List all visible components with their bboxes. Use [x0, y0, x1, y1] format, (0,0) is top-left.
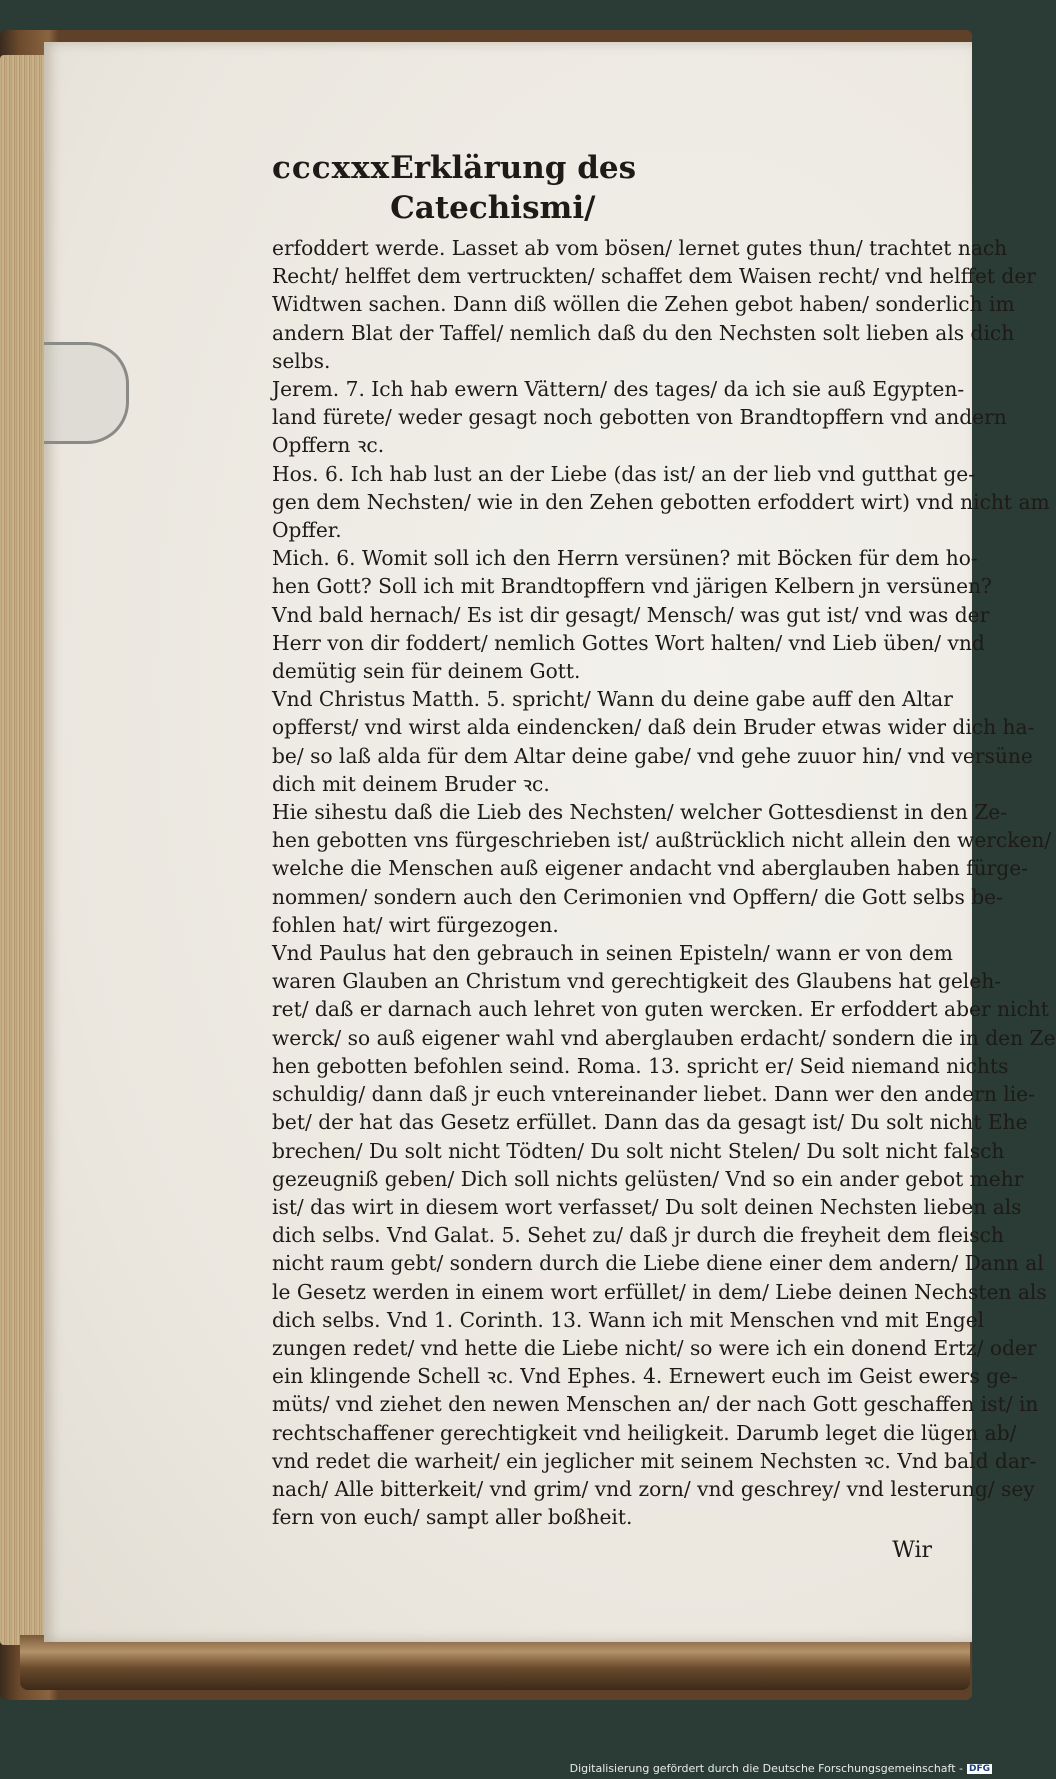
text-line: hen gebotten vns fürgeschrieben ist/ außtrücklich nicht allein den wercken/ — [272, 828, 1052, 853]
dfg-logo: DFG — [968, 1763, 990, 1774]
running-head: Erklärung des Catechismi/ — [390, 150, 637, 226]
text-line: demütig sein für deinem Gott. — [272, 659, 581, 684]
page-text-block — [272, 148, 1056, 1564]
text-line: nommen/ sondern auch den Cerimonien vnd Opffern/ die Gott selbs be- — [272, 884, 1003, 909]
text-line: hen gebotten befohlen seind. Roma. 13. spricht er/ Seid niemand nichts — [272, 1053, 1009, 1078]
text-line: be/ so laß alda für dem Altar deine gabe/ vnd gehe zuuor hin/ vnd versüne — [272, 743, 1033, 768]
text-line: fohlen hat/ wirt fürgezogen. — [272, 912, 559, 937]
text-line: Widtwen sachen. Dann diß wöllen die Zehen gebot haben/ sonderlich im — [272, 292, 1015, 317]
text-line: le Gesetz werden in einem wort erfüllet/ in dem/ Liebe deinen Nechsten als — [272, 1279, 1047, 1304]
page-header — [272, 148, 932, 228]
page-clip — [44, 342, 129, 444]
text-line: werck/ so auß eigener wahl vnd aberglauben erdacht/ sondern die in den Ze — [272, 1025, 1056, 1050]
text-line: Mich. 6. Womit soll ich den Herrn versünen? mit Böcken für dem ho- — [272, 546, 978, 571]
text-line: Hos. 6. Ich hab lust an der Liebe (das ist/ an der lieb vnd gutthat ge- — [272, 461, 976, 486]
body-text — [272, 234, 1056, 1531]
text-line: nicht raum gebt/ sondern durch die Liebe diene einer dem andern/ Dann al — [272, 1251, 1044, 1276]
page-edges — [0, 55, 46, 1645]
folio-number: cccxxx — [272, 150, 391, 186]
text-line: ist/ das wirt in diesem wort verfasset/ Du solt deinen Nechsten lieben als — [272, 1194, 1022, 1219]
text-line: Vnd Christus Matth. 5. spricht/ Wann du deine gabe auff den Altar — [272, 687, 953, 712]
text-line: opfferst/ vnd wirst alda eindencken/ daß dein Bruder etwas wider dich ha- — [272, 715, 1035, 740]
text-line: selbs. — [272, 348, 331, 373]
text-line: bet/ der hat das Gesetz erfüllet. Dann das da gesagt ist/ Du solt nicht Ehe — [272, 1110, 1028, 1135]
text-line: hen Gott? Soll ich mit Brandtopffern vnd järigen Kelbern jn versünen? — [272, 574, 992, 599]
text-line: Vnd bald hernach/ Es ist dir gesagt/ Mensch/ was gut ist/ vnd was der — [272, 602, 990, 627]
text-line: brechen/ Du solt nicht Tödten/ Du solt nicht Stelen/ Du solt nicht falsch — [272, 1138, 1005, 1163]
text-line: zungen redet/ vnd hette die Liebe nicht/ so were ich ein donend Ertz/ oder — [272, 1335, 1037, 1360]
text-line: ret/ daß er darnach auch lehret von guten wercken. Er erfoddert aber nicht — [272, 997, 1049, 1022]
text-line: dich selbs. Vnd 1. Corinth. 13. Wann ich mit Menschen vnd mit Engel — [272, 1307, 985, 1332]
text-line: rechtschaffener gerechtigkeit vnd heiligkeit. Darumb leget die lügen ab/ — [272, 1420, 1017, 1445]
text-line: nach/ Alle bitterkeit/ vnd grim/ vnd zorn/ vnd geschrey/ vnd lesterung/ sey — [272, 1476, 1035, 1501]
text-line: müts/ vnd ziehet den newen Menschen an/ der nach Gott geschaffen ist/ in — [272, 1392, 1039, 1417]
text-line: erfoddert werde. Lasset ab vom bösen/ lernet gutes thun/ trachtet nach — [272, 236, 1008, 260]
digitization-credit — [570, 1762, 992, 1775]
text-line: waren Glauben an Christum vnd gerechtigkeit des Glaubens hat geleh- — [272, 969, 1002, 994]
text-line: Jerem. 7. Ich hab ewern Vättern/ des tages/ da ich sie auß Egypten- — [272, 377, 965, 402]
book-bottom-edge — [20, 1635, 970, 1690]
text-line: dich selbs. Vnd Galat. 5. Sehet zu/ daß jr durch die freyheit dem fleisch — [272, 1223, 1004, 1248]
text-line: Hie sihestu daß die Lieb des Nechsten/ welcher Gottesdienst in den Ze- — [272, 800, 1008, 825]
text-line: Opffern ꝛc. — [272, 433, 385, 458]
text-line: ein klingende Schell ꝛc. Vnd Ephes. 4. Ernewert euch im Geist ewers ge- — [272, 1364, 1018, 1389]
text-line: schuldig/ dann daß jr euch vntereinander liebet. Dann wer den andern lie- — [272, 1082, 1035, 1107]
credit-text: Digitalisierung gefördert durch die Deutsche Forschungsgemeinschaft - — [569, 1762, 963, 1775]
text-line: vnd redet die warheit/ ein jeglicher mit seinem Nechsten ꝛc. Vnd bald dar- — [272, 1448, 1037, 1473]
catchword: Wir — [892, 1538, 932, 1564]
text-line: fern von euch/ sampt aller boßheit. — [272, 1505, 633, 1530]
text-line: Herr von dir foddert/ nemlich Gottes Wort halten/ vnd Lieb üben/ vnd — [272, 630, 985, 655]
text-line: gen dem Nechsten/ wie in den Zehen gebotten erfoddert wirt) vnd nicht am — [272, 489, 1050, 514]
text-line: Opffer. — [272, 518, 342, 543]
text-line: Recht/ helffet dem vertruckten/ schaffet dem Waisen recht/ vnd helffet der — [272, 264, 1036, 289]
text-line: gezeugniß geben/ Dich soll nichts gelüsten/ Vnd so ein ander gebot mehr — [272, 1166, 1024, 1191]
text-line: land fürete/ weder gesagt noch gebotten von Brandtopffern vnd andern — [272, 405, 1007, 430]
text-line: welche die Menschen auß eigener andacht vnd aberglauben haben fürge- — [272, 856, 1028, 881]
text-line: andern Blat der Taffel/ nemlich daß du den Nechsten solt lieben als dich — [272, 320, 1015, 345]
text-line: Vnd Paulus hat den gebrauch in seinen Episteln/ wann er von dem — [272, 941, 953, 966]
text-line: dich mit deinem Bruder ꝛc. — [272, 771, 550, 796]
